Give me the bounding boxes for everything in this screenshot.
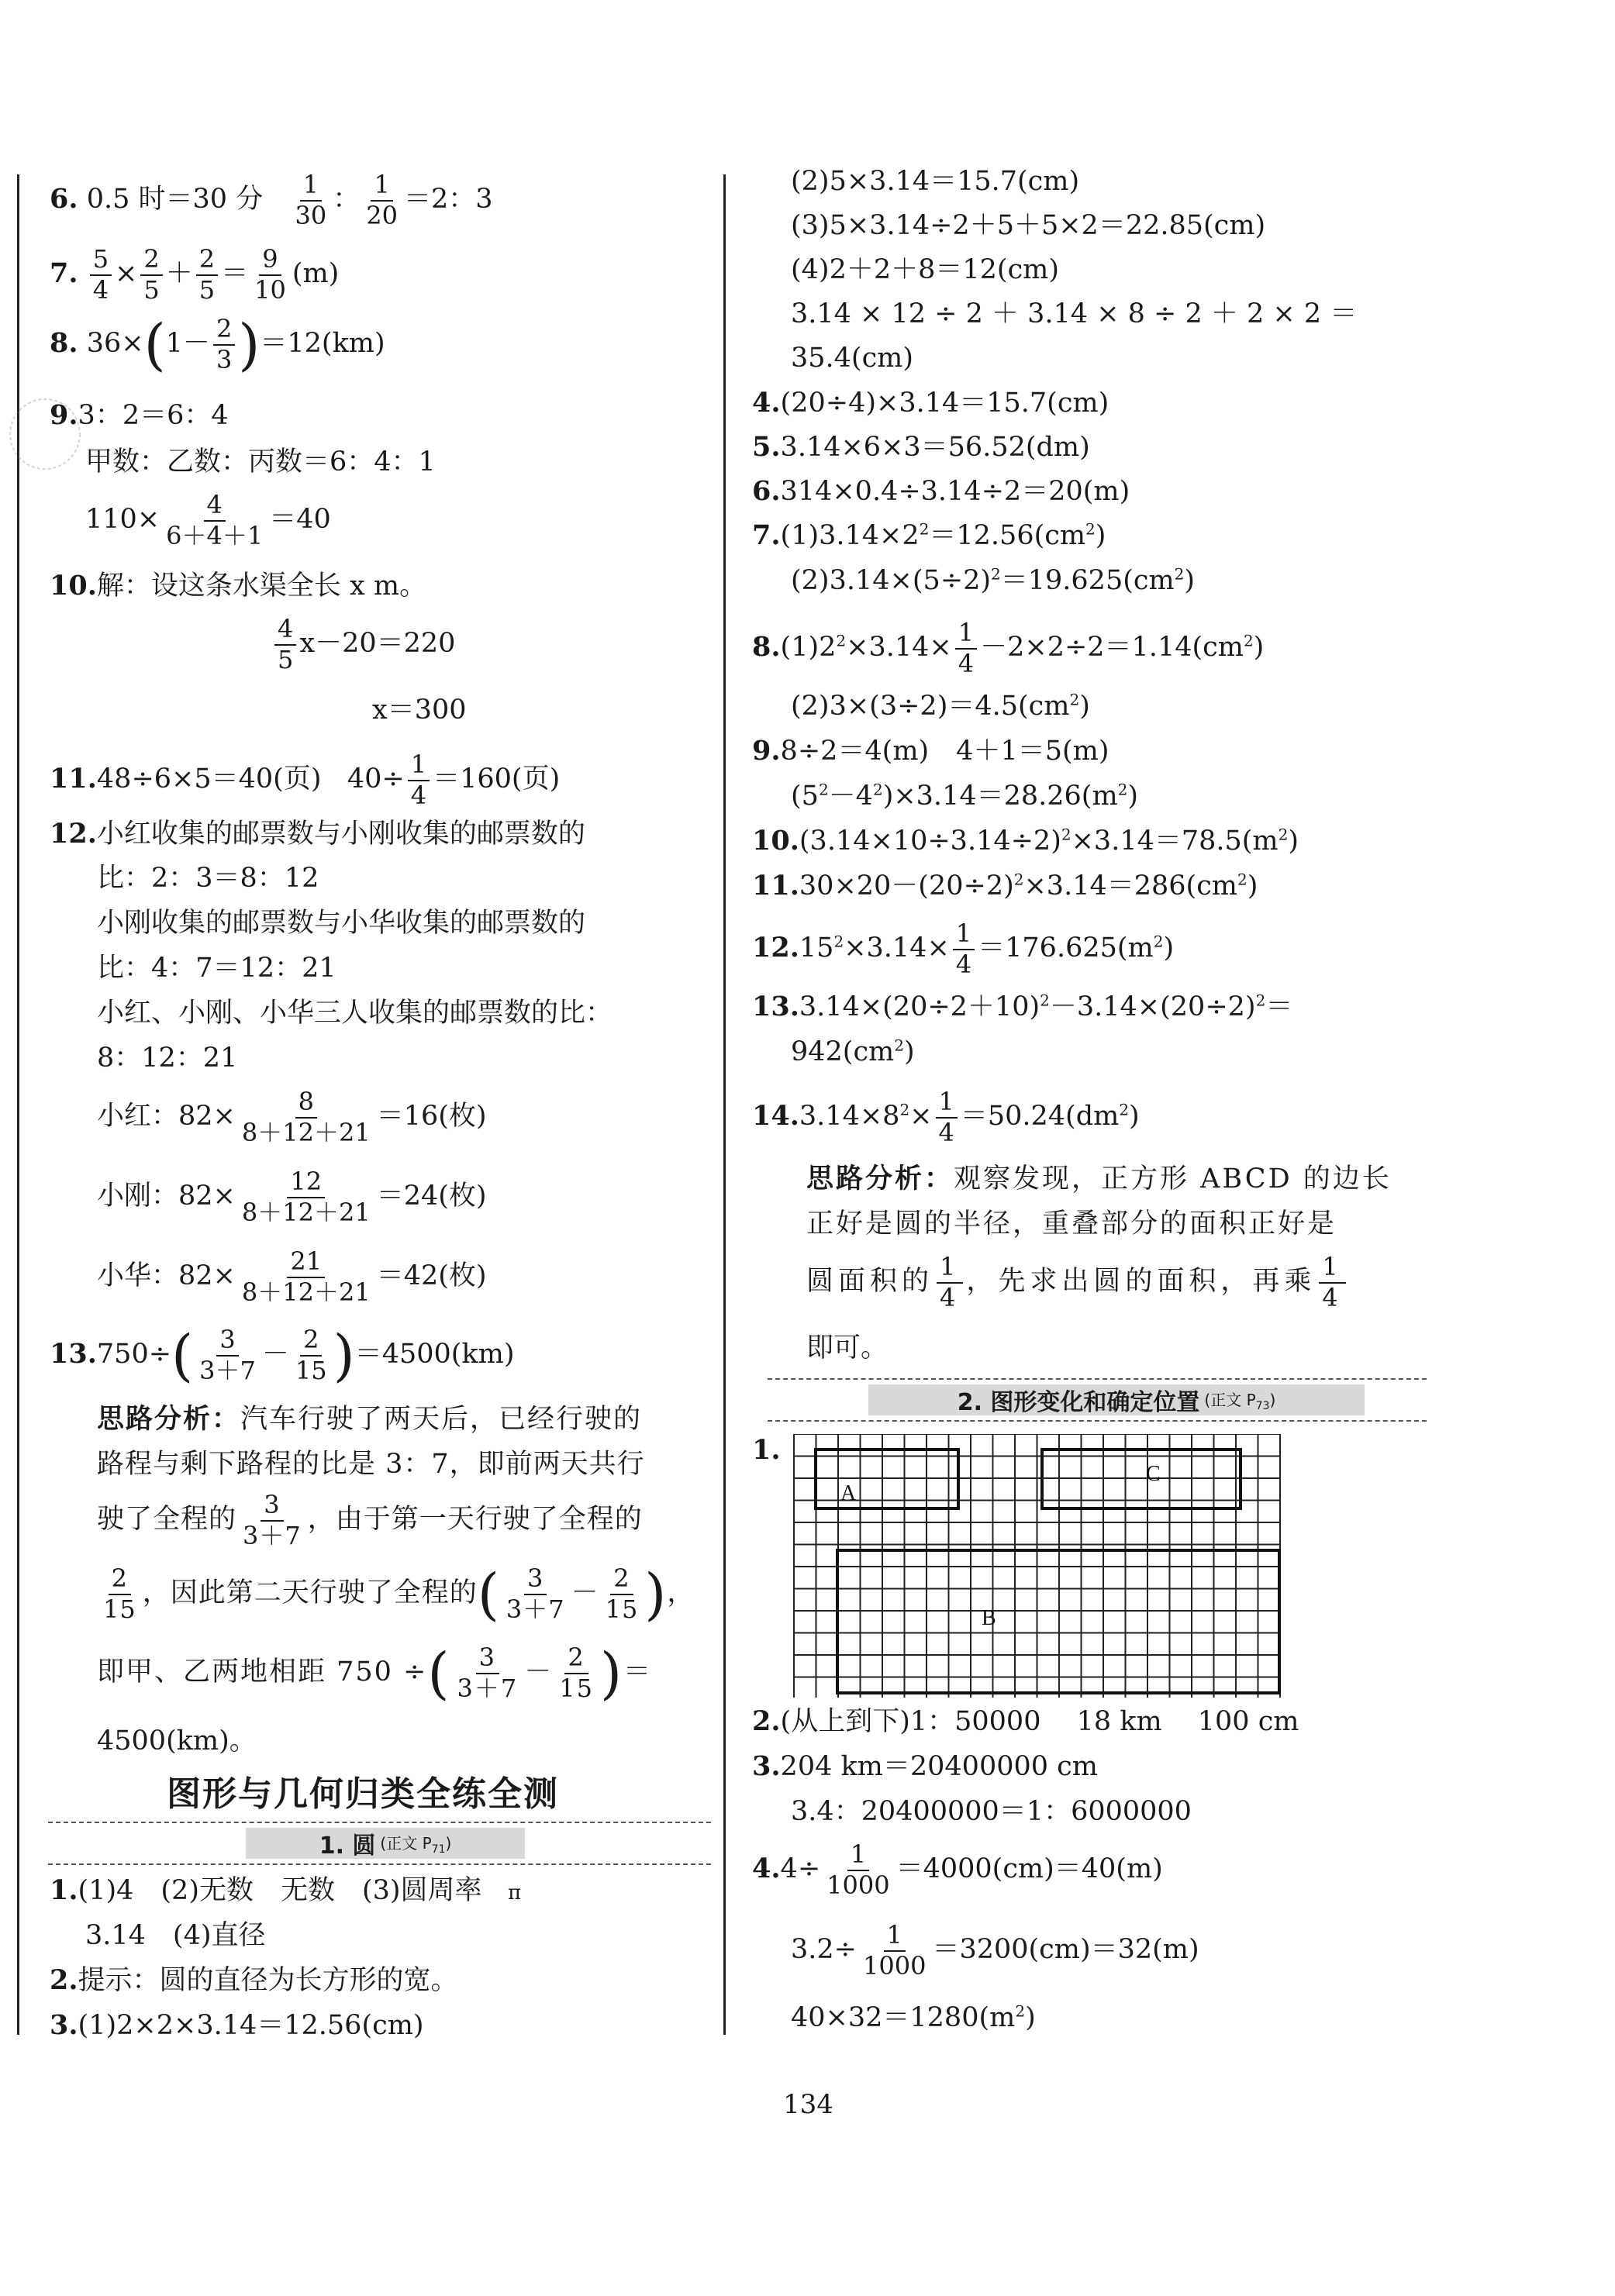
right-q10: $10.(3.14\times 10\div 3.14\div 2)^2\times 3.14=78.5(m^2)$ <box>752 825 1299 857</box>
grid-lines <box>794 1434 1280 1698</box>
left-q12-calc-2: 小刚：82× $\frac{12}{8+12+21}$ ＝24(枚) <box>97 1167 487 1227</box>
right-q5: 5.3.14×6×3＝56.52(dm) <box>752 431 1090 463</box>
subsection-transform-position-label: 2. 图形变化和确定位置 (正文 $P_{73}$) <box>868 1384 1365 1415</box>
fraction: $\frac{1}{4}$ <box>936 1089 958 1146</box>
right-top-line3: (4)2＋2＋8＝12(cm) <box>791 254 1060 285</box>
fraction: $\frac{4}{6+4+1}$ <box>166 490 264 550</box>
fraction: $\frac{1}{20}$ <box>366 170 398 230</box>
right-top-line2: (3)5×3.14÷2＋5＋5×2＝22.85(cm) <box>791 210 1266 241</box>
fraction: $\frac{2}{5}$ <box>140 246 162 303</box>
fraction: $\frac{9}{10}$ <box>254 244 286 305</box>
fraction: $\frac{2}{5}$ <box>196 246 218 303</box>
left-q13-analysis-5: 即甲、乙两地相距 750 ÷( $\frac{3}{3+7}$ － $\frac{2}{15}$ )＝ <box>97 1640 653 1706</box>
fraction: $\frac{2}{15}$ <box>103 1563 136 1624</box>
label-b: B <box>982 1606 996 1630</box>
right-q9-line1: 9.8÷2＝4(m) 4＋1＝5(m) <box>752 735 1109 767</box>
fraction: $\frac{2}{3}$ <box>213 316 235 373</box>
left-q12-line4: 比：4：7＝12：21 <box>97 953 336 984</box>
fraction: $\frac{3}{3+7}$ <box>199 1325 256 1385</box>
left-q9-line3: 110× $\frac{4}{6+4+1}$ ＝40 <box>85 490 331 550</box>
fraction: $\frac{2}{15}$ <box>295 1325 327 1385</box>
right-a4-line2: 3.2÷ $\frac{1}{1000}$ ＝3200(cm)＝32(m) <box>791 1920 1199 1981</box>
fraction: $\frac{5}{4}$ <box>90 246 112 303</box>
fraction: $\frac{3}{3+7}$ <box>243 1490 302 1550</box>
fraction: $\frac{1}{30}$ <box>295 170 327 230</box>
right-q14: $14.3.14\times 8^2\times$ $\frac{1}{4}$ $=50.24(dm^2)$ <box>752 1087 1140 1147</box>
fraction: $\frac{3}{3+7}$ <box>457 1643 519 1703</box>
subsection-circle-label: 1. 圆 (正文 $P_{71}$) <box>246 1828 525 1859</box>
right-analysis-line2: 正好是圆的半径，重叠部分的面积正好是 <box>806 1208 1337 1239</box>
left-q12-line1: 12.小红收集的邮票数与小刚收集的邮票数的 <box>50 818 585 850</box>
right-column <box>729 0 1615 2296</box>
fraction: $\frac{2}{15}$ <box>605 1563 639 1624</box>
page-number: 134 <box>783 2089 833 2120</box>
grid-figure <box>788 1434 1299 1698</box>
left-g1-line2: 3.14 (4)直径 <box>85 1920 266 1951</box>
fraction: $\frac{21}{8+12+21}$ <box>241 1246 371 1307</box>
right-analysis-line4: 即可。 <box>806 1332 889 1363</box>
right-q6: 6.314×0.4÷3.14÷2＝20(m) <box>752 475 1130 507</box>
left-q12-calc-1: 小红：82× $\frac{8}{8+12+21}$ ＝16(枚) <box>97 1087 487 1147</box>
right-top-line4: 3.14 × 12 ÷ 2 ＋ 3.14 × 8 ÷ 2 ＋ 2 × 2 ＝ <box>791 298 1358 329</box>
fraction: $\frac{1}{4}$ <box>953 921 975 977</box>
section-title-geometry: 图形与几何归类全练全测 <box>167 1774 559 1814</box>
left-q12-line3: 小刚收集的邮票数与小华收集的邮票数的 <box>97 908 586 939</box>
left-q6: 6. 0.5 时＝30 分 $\frac{1}{30}$ ： $\frac{1}{20}$ ＝2：3 <box>50 170 493 230</box>
left-q10-line1: 10.解：设这条水渠全长 x m。 <box>50 570 427 602</box>
right-q8-line2: $(2)3\times(3\div 2)=4.5(cm^2)$ <box>791 690 1090 722</box>
left-q12-line2: 比：2：3＝8：12 <box>97 863 319 894</box>
fraction: $\frac{1}{1000}$ <box>863 1920 927 1981</box>
label-c: C <box>1146 1462 1161 1486</box>
fraction: $\frac{1}{1000}$ <box>826 1839 890 1900</box>
label-a: A <box>840 1481 857 1505</box>
fraction: $\frac{1}{4}$ <box>408 752 430 808</box>
right-a3-line1: 3.204 km＝20400000 cm <box>752 1750 1098 1782</box>
left-q13-analysis-1: 思路分析：汽车行驶了两天后，已经行驶的 <box>97 1403 643 1435</box>
left-g1-line1: 1.(1)4 (2)无数 无数 (3)圆周率 π <box>50 1874 522 1906</box>
right-q12: $12.15^2\times 3.14\times$ $\frac{1}{4}$ $=176.625(m^2)$ <box>752 919 1175 979</box>
left-column <box>0 0 721 2296</box>
left-g2: 2.提示：圆的直径为长方形的宽。 <box>50 1964 458 1996</box>
right-analysis-line1: 思路分析：观察发现，正方形 ABCD 的边长 <box>806 1163 1392 1195</box>
left-q12-line6: 8：12：21 <box>97 1043 238 1074</box>
left-q13-analysis-6: 4500(km)。 <box>97 1725 257 1756</box>
fraction: $\frac{1}{4}$ <box>955 620 977 677</box>
left-q12-line5: 小红、小刚、小华三人收集的邮票数的比： <box>97 998 613 1029</box>
right-q13-line1: $13.3.14\times(20\div 2+10)^2-3.14\times(20\div 2)^2=$ <box>752 991 1293 1022</box>
subsection-circle <box>48 1822 711 1865</box>
fraction: $\frac{4}{5}$ <box>274 616 296 673</box>
right-a2: 2.(从上到下)1：50000 18 km 100 cm <box>752 1705 1299 1737</box>
left-g3: 3.(1)2×2×3.14＝12.56(cm) <box>50 2009 424 2041</box>
right-q8-line1: $8.(1)2^2\times 3.14\times$ $\frac{1}{4}$ $-2\times 2\div 2=1.14(cm^2)$ <box>752 618 1265 678</box>
center-column-rule <box>723 174 726 2035</box>
right-top-line5: 35.4(cm) <box>791 343 914 374</box>
right-q7-line2: $(2)3.14\times(5\div 2)^2=19.625(cm^2)$ <box>791 564 1196 596</box>
left-q8: 8. 36×(1－ $\frac{2}{3}$ )＝12(km) <box>50 312 385 377</box>
right-q7-line1: $7.(1)3.14\times 2^2=12.56(cm^2)$ <box>752 519 1106 551</box>
left-q10-line2: $\frac{4}{5}$ x－20＝220 <box>271 616 455 673</box>
right-analysis-line3: 圆面积的 $\frac{1}{4}$ ，先求出圆的面积，再乘 $\frac{1}{4}$ <box>806 1254 1349 1311</box>
fraction: $\frac{1}{4}$ <box>1319 1254 1345 1311</box>
fraction: $\frac{1}{4}$ <box>937 1254 963 1311</box>
fraction: $\frac{2}{15}$ <box>559 1643 594 1703</box>
right-q13-line2: $942(cm^2)$ <box>791 1036 915 1067</box>
left-q9-line1: 9.3：2＝6：4 <box>50 399 229 431</box>
fraction: $\frac{3}{3+7}$ <box>506 1563 565 1624</box>
left-q11: 11.48÷6×5＝40(页) 40÷ $\frac{1}{4}$ ＝160(页) <box>50 750 561 810</box>
fraction: $\frac{8}{8+12+21}$ <box>241 1087 371 1147</box>
right-q9-line2: $(5^2-4^2)\times 3.14=28.26(m^2)$ <box>791 780 1139 812</box>
left-q7: 7. $\frac{5}{4}$ × $\frac{2}{5}$ ＋ $\frac{2}{5}$ ＝ $\frac{9}{10}$ (m) <box>50 244 340 305</box>
right-a4-line3: $40\times 32=1280(m^2)$ <box>791 2001 1036 2033</box>
right-a3-line2: 3.4：20400000＝1：6000000 <box>791 1796 1192 1827</box>
subsection-transform-position <box>768 1378 1427 1422</box>
right-grid-q-num: 1. <box>752 1434 781 1466</box>
left-q12-calc-3: 小华：82× $\frac{21}{8+12+21}$ ＝42(枚) <box>97 1246 487 1307</box>
left-q13-analysis-2: 路程与剩下路程的比是 3：7，即前两天共行 <box>97 1449 645 1480</box>
left-q13-analysis-3: 驶了全程的 $\frac{3}{3+7}$ ，由于第一天行驶了全程的 <box>97 1490 643 1550</box>
fraction: $\frac{12}{8+12+21}$ <box>241 1167 371 1227</box>
left-q13-analysis-4: $\frac{2}{15}$ ，因此第二天行驶了全程的( $\frac{3}{3+7}$ － $\frac{2}{15}$ )， <box>97 1566 695 1622</box>
left-q10-line3: x＝300 <box>372 695 467 726</box>
left-q9-line2: 甲数：乙数：丙数＝6：4：1 <box>85 446 436 477</box>
right-q11: $11.30\times 20-(20\div 2)^2\times 3.14=286(cm^2)$ <box>752 870 1258 902</box>
left-q13: 13.750÷( $\frac{3}{3+7}$ － $\frac{2}{15}$ )＝4500(km) <box>50 1322 515 1388</box>
right-top-line1: (2)5×3.14＝15.7(cm) <box>791 166 1080 197</box>
right-q4: 4.(20÷4)×3.14＝15.7(cm) <box>752 387 1109 419</box>
right-a4-line1: 4.4÷ $\frac{1}{1000}$ ＝4000(cm)＝40(m) <box>752 1839 1163 1900</box>
